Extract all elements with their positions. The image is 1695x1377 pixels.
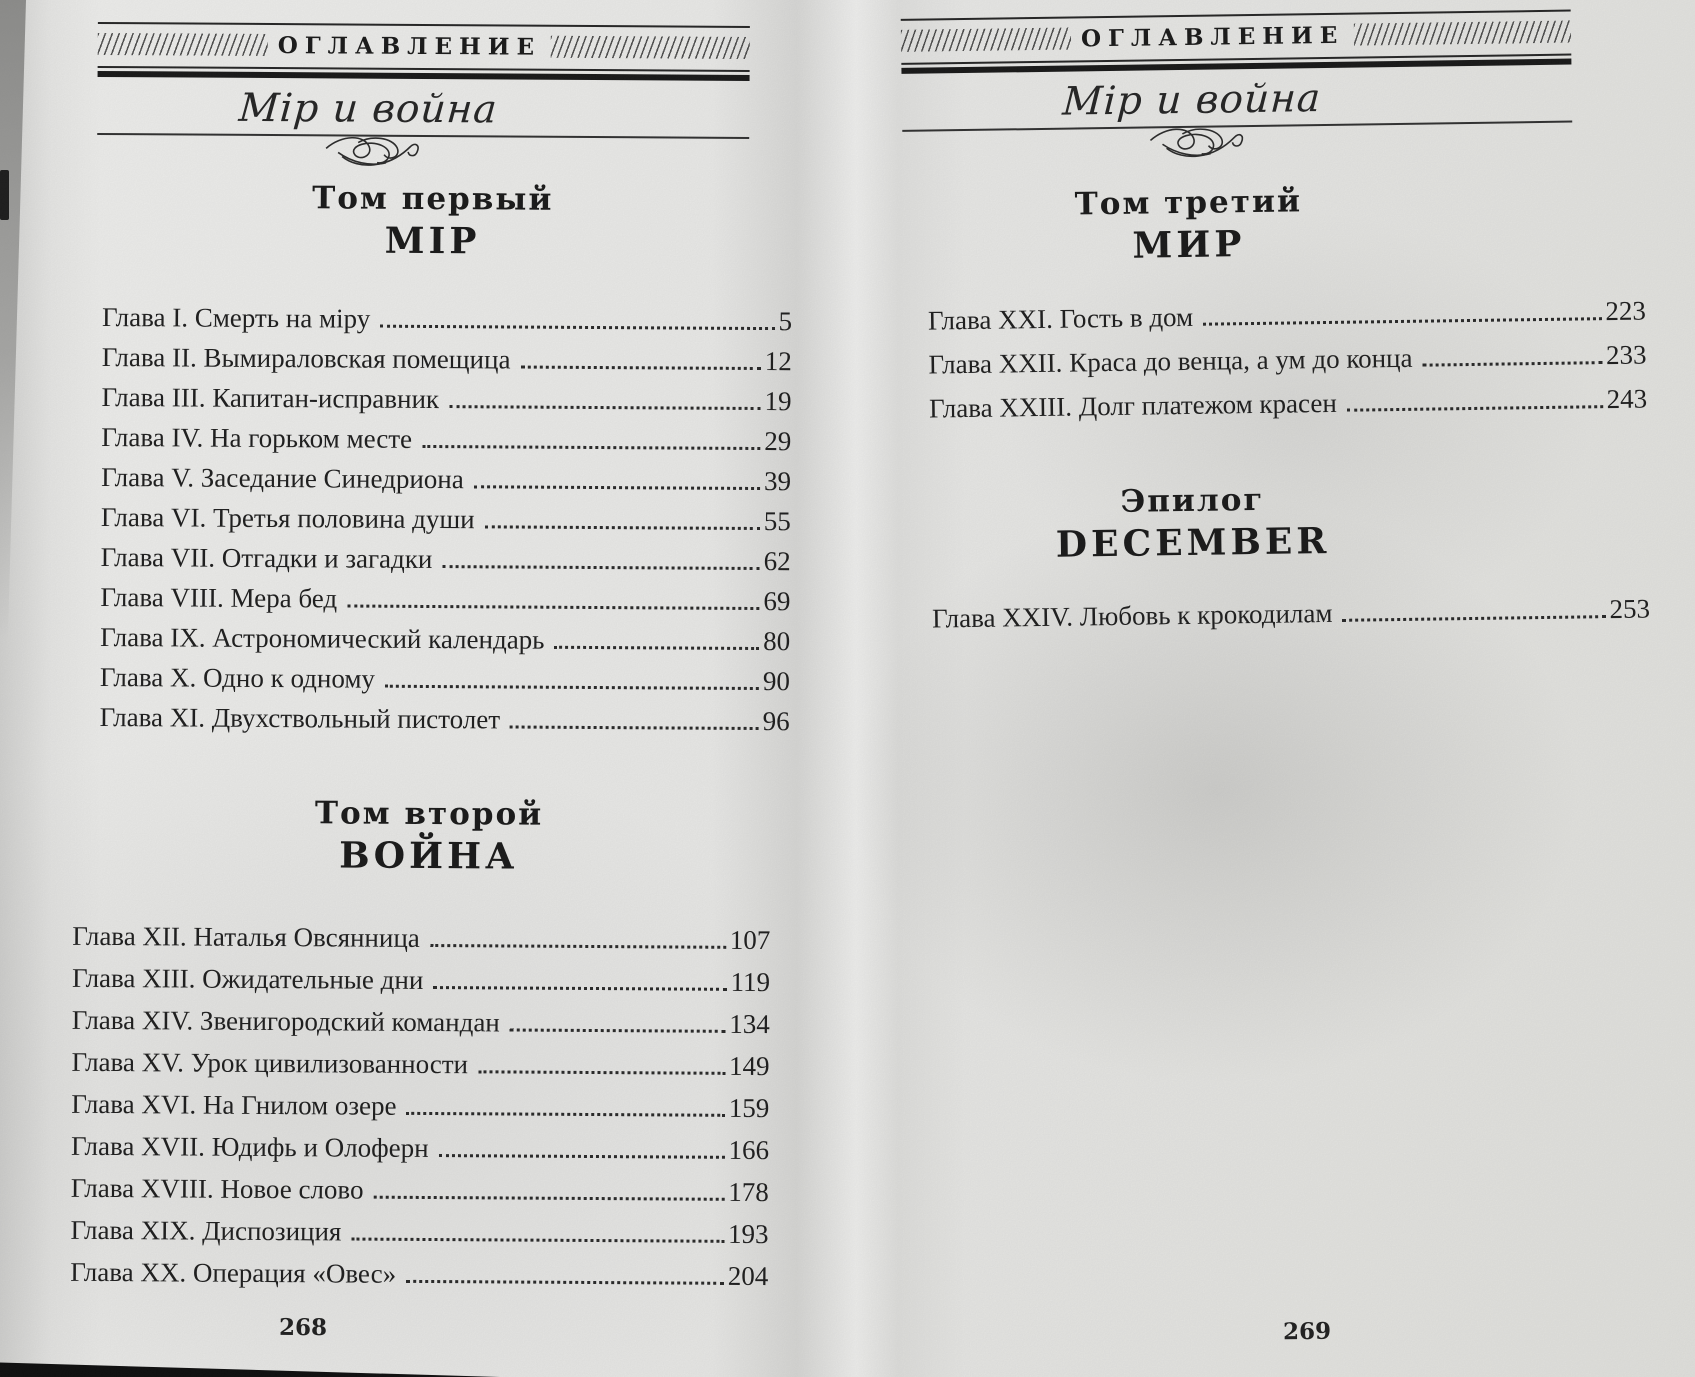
hatch-band <box>98 30 750 62</box>
toc-entry <box>72 920 771 969</box>
epilogue-title: DECEMBER <box>1055 519 1331 566</box>
running-head <box>97 18 750 139</box>
scan-edge-shadow <box>0 0 26 640</box>
dot-leader <box>510 1028 725 1032</box>
toc-entry <box>71 1046 770 1095</box>
toc-entry <box>100 501 791 548</box>
toc-entry-page: 193 <box>727 1218 769 1250</box>
dot-leader <box>1423 361 1603 367</box>
hatch-band <box>901 18 1571 55</box>
toc-entry-page: 204 <box>727 1260 769 1292</box>
toc-entry-page: 119 <box>730 966 771 998</box>
toc-entry-page: 39 <box>764 466 792 497</box>
toc-entry-page: 166 <box>728 1134 770 1166</box>
hatch-left <box>901 28 1071 52</box>
toc-entry-page: 233 <box>1605 339 1647 371</box>
header-rule-top <box>98 22 750 28</box>
toc-entry-label: Глава XI. Двухствольный пистолет <box>99 701 501 735</box>
toc-entry-page: 134 <box>729 1008 770 1040</box>
page-right <box>856 0 1655 650</box>
spine-edge-mark <box>0 170 9 220</box>
toc-entry <box>70 1172 769 1221</box>
toc-entry <box>102 301 793 348</box>
toc-entry <box>100 581 791 628</box>
dot-leader <box>1343 615 1606 622</box>
hatch-right <box>1354 21 1571 46</box>
dot-leader <box>406 1280 724 1285</box>
toc-entry <box>100 621 791 668</box>
toc-entry <box>70 1214 769 1263</box>
toc-entry-label: Глава IV. На горьком месте <box>101 421 413 454</box>
volume3-title: МИР <box>1132 223 1246 267</box>
toc-entry <box>931 593 1651 650</box>
toc-entry <box>101 461 792 508</box>
volume3-heading-axis <box>858 181 1519 268</box>
toc-entry-page: 149 <box>728 1050 770 1082</box>
epilogue-heading-axis <box>862 479 1523 566</box>
toc-entry-page: 159 <box>728 1092 770 1124</box>
flourish-ornament <box>308 132 428 185</box>
folio-right: 269 <box>1282 1317 1332 1346</box>
dot-leader <box>555 646 760 650</box>
hatch-right <box>551 36 750 59</box>
toc-entry-page: 253 <box>1609 593 1651 625</box>
toc-entry-page: 80 <box>763 626 791 657</box>
toc-entry-page: 96 <box>762 706 790 737</box>
dot-leader <box>449 405 761 410</box>
toc-entry-page: 62 <box>763 546 791 577</box>
series-script-title: Мір и война <box>237 85 500 132</box>
toc-entry <box>71 1004 770 1053</box>
toc-entry-label: Глава I. Смерть на міру <box>102 301 371 334</box>
toc-entry <box>101 421 792 468</box>
toc-entry <box>70 1130 770 1179</box>
toc-entry-page: 5 <box>778 306 793 337</box>
toc-entry-label: Глава XIII. Ожидательные дни <box>71 962 424 995</box>
dot-leader <box>385 685 759 690</box>
dot-leader <box>373 1196 724 1201</box>
toc-entry-page: 223 <box>1605 295 1647 327</box>
dot-leader <box>510 725 759 730</box>
volume3-name: Том третий <box>1074 183 1303 223</box>
dot-leader <box>474 485 760 490</box>
flourish-ornament <box>1132 123 1253 177</box>
dot-leader <box>485 525 760 530</box>
toc-entry-label: Глава XVIII. Новое слово <box>70 1172 364 1205</box>
dot-leader <box>433 986 726 991</box>
toc-entry-page: 69 <box>763 586 791 617</box>
toc-entry-page: 12 <box>764 346 792 377</box>
header-rule-thick <box>98 71 750 81</box>
toc-entry-page: 90 <box>762 666 790 697</box>
volume3-heading <box>858 181 1519 268</box>
volume1-entries <box>99 301 793 748</box>
dot-leader <box>439 1154 725 1159</box>
toc-entry-label: Глава II. Вымираловская помещица <box>101 341 511 375</box>
toc-entry-page: 178 <box>728 1176 769 1208</box>
volume2-name: Том второй <box>314 795 544 833</box>
volume1-heading <box>72 180 792 262</box>
volume2-heading <box>69 795 789 877</box>
volume2-title: ВОЙНА <box>339 834 519 878</box>
volume3-entries <box>927 295 1648 440</box>
toc-entry <box>101 381 792 428</box>
volume1-heading-axis <box>72 180 792 262</box>
volume1-name: Том первый <box>312 180 554 218</box>
dot-leader <box>1203 317 1601 326</box>
dot-leader <box>430 944 726 949</box>
toc-entry <box>71 962 771 1011</box>
toc-entry-page: 107 <box>729 924 771 956</box>
series-script-title: Мір и война <box>1061 75 1323 125</box>
toc-entry-label: Глава XII. Наталья Овсянница <box>72 920 420 953</box>
dot-leader <box>407 1112 725 1117</box>
page-left <box>66 18 794 1305</box>
toc-entry-label: Глава VI. Третья половина души <box>100 501 475 535</box>
epilogue-entries <box>931 593 1651 650</box>
toc-entry-page: 29 <box>764 426 792 457</box>
toc-entry-label: Глава X. Одно к одному <box>99 661 376 694</box>
dot-leader <box>422 445 760 450</box>
toc-entry-label: Глава III. Капитан-исправник <box>101 381 440 415</box>
toc-entry-label: Глава XXIV. Любовь к крокодилам <box>931 597 1333 634</box>
toc-entry <box>99 661 790 708</box>
dot-leader <box>520 366 760 370</box>
volume2-heading-axis <box>69 795 789 877</box>
dot-leader <box>351 1238 724 1243</box>
toc-entry-label: Глава V. Заседание Синедриона <box>101 461 464 495</box>
running-head <box>901 0 1573 132</box>
volume2-entries <box>70 920 771 1305</box>
epilogue-heading <box>862 479 1523 566</box>
volume1-title: МІР <box>384 219 481 263</box>
toc-entry-label: Глава XXIII. Долг платежом красен <box>928 387 1337 424</box>
toc-banner-title: ОГЛАВЛЕНИЕ <box>277 31 542 61</box>
toc-entry-page: 19 <box>764 386 792 417</box>
dot-leader <box>1347 405 1603 412</box>
toc-entry-label: Глава XXI. Гость в дом <box>927 301 1194 336</box>
dot-leader <box>442 565 759 570</box>
scan-corner-black-wedge <box>0 1360 500 1377</box>
toc-entry <box>101 341 792 388</box>
toc-entry-label: Глава XVI. На Гнилом озере <box>71 1088 397 1121</box>
toc-entry-label: Глава IX. Астрономический календарь <box>100 621 545 655</box>
toc-entry-label: Глава VII. Отгадки и загадки <box>100 541 433 575</box>
toc-entry-label: Глава XVII. Юдифь и Олоферн <box>70 1130 429 1164</box>
folio-left: 268 <box>278 1313 328 1342</box>
dot-leader <box>380 325 774 330</box>
toc-entry <box>100 541 791 588</box>
epilogue-name: Эпилог <box>1120 481 1265 520</box>
toc-entry-page: 55 <box>763 506 791 537</box>
toc-entry-page: 243 <box>1606 383 1648 415</box>
toc-entry <box>71 1088 770 1137</box>
toc-entry-label: Глава VIII. Мера бед <box>100 581 338 614</box>
toc-entry <box>928 383 1648 440</box>
toc-entry <box>70 1256 769 1305</box>
toc-banner-title: ОГЛАВЛЕНИЕ <box>1080 21 1345 52</box>
toc-entry-label: Глава XIV. Звенигородский командан <box>71 1004 500 1038</box>
dot-leader <box>478 1070 725 1075</box>
hatch-left <box>98 33 268 56</box>
toc-entry-label: Глава XXII. Краса до венца, а ум до конца <box>928 342 1413 380</box>
dot-leader <box>347 604 759 610</box>
toc-entry-label: Глава XV. Урок цивилизованности <box>71 1046 469 1080</box>
toc-entry <box>99 701 790 748</box>
toc-entry-label: Глава XIX. Диспозиция <box>70 1214 342 1247</box>
toc-entry-label: Глава XX. Операция «Овес» <box>70 1256 397 1289</box>
